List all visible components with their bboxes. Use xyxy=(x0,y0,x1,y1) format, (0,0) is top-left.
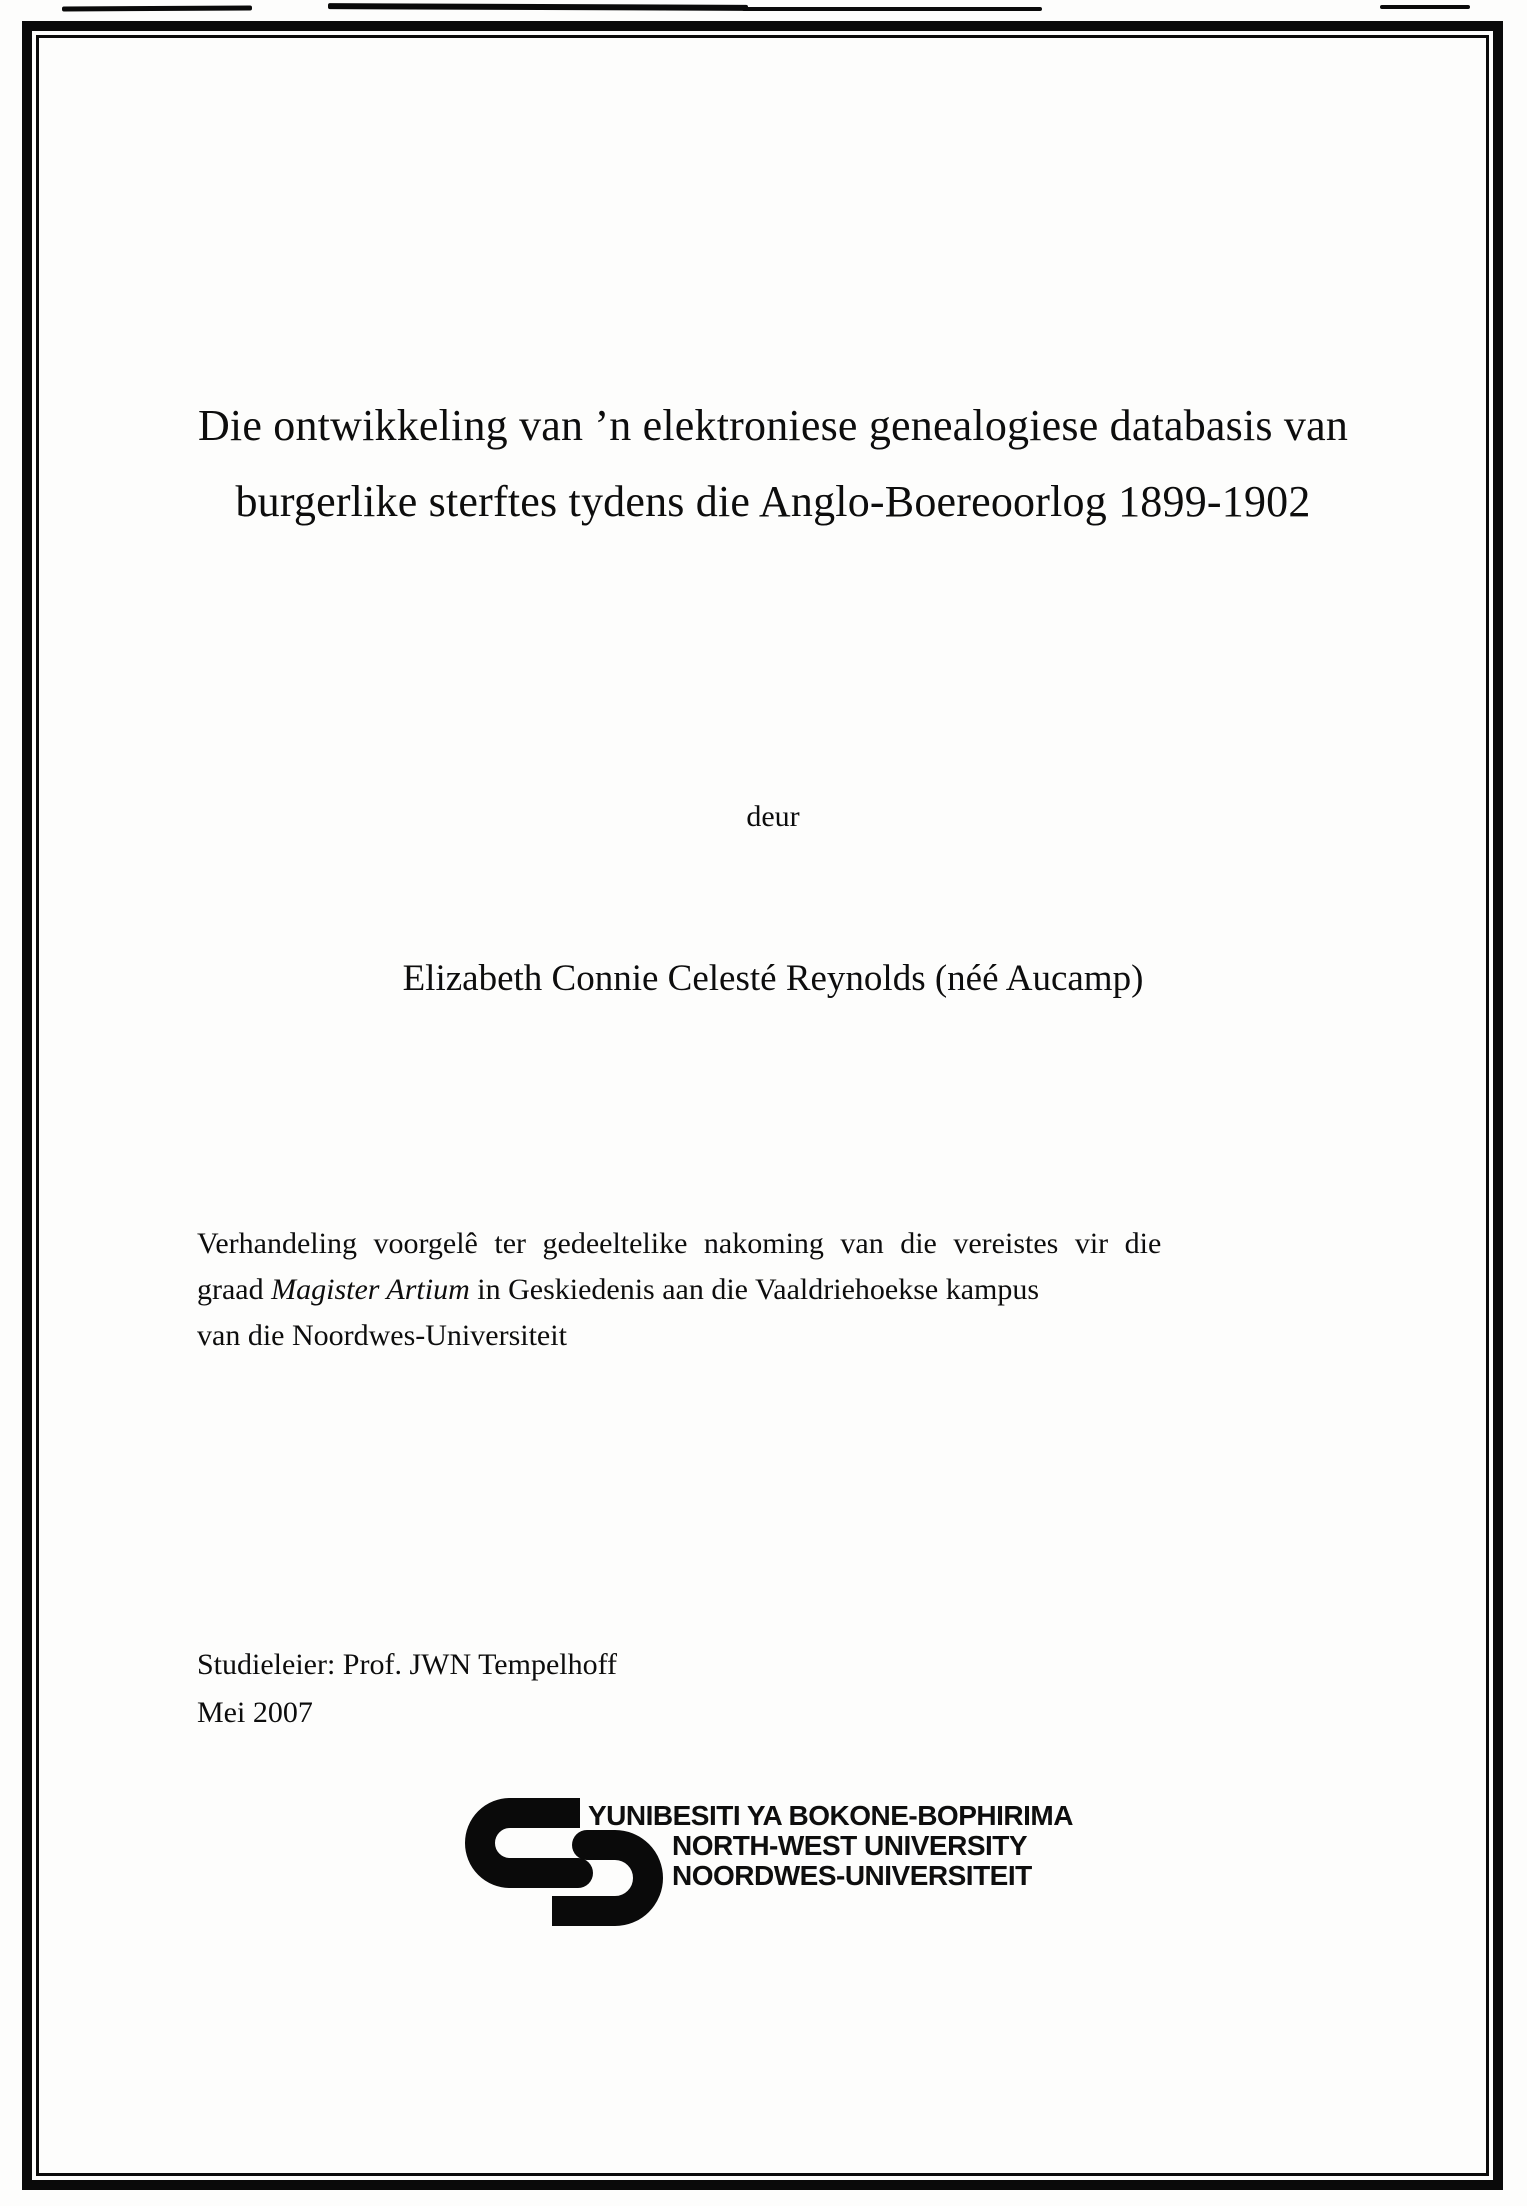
thesis-title xyxy=(197,388,1349,540)
date-line: Mei 2007 xyxy=(197,1696,313,1729)
degree-statement-line-2-pre: graad xyxy=(197,1273,272,1306)
degree-statement-line-2-post: in Geskiedenis aan die Vaaldriehoekse kampus xyxy=(469,1273,1040,1306)
university-logo xyxy=(465,1796,1165,1936)
university-logo-text xyxy=(588,1801,1073,1891)
logo-line-setswana: YUNIBESITI YA BOKONE-BOPHIRIMA xyxy=(588,1800,1073,1831)
supervisor-block xyxy=(197,1641,617,1737)
degree-statement-line-2 xyxy=(197,1267,1349,1313)
byline-label: deur xyxy=(746,800,800,833)
author-name: Elizabeth Connie Celesté Reynolds (néé Aucamp) xyxy=(402,958,1144,999)
thesis-title-line-1: Die ontwikkeling van ’n elektroniese genealogiese databasis van xyxy=(197,401,1349,450)
scan-artifact xyxy=(328,3,748,11)
degree-statement-line-1: Verhandeling voorgelê ter gedeeltelike nakoming van die vereistes vir die xyxy=(197,1227,1162,1260)
degree-statement xyxy=(197,1221,1349,1359)
scan-artifact xyxy=(742,7,1042,11)
scan-artifact xyxy=(62,6,252,12)
logo-line-afrikaans: NOORDWES-UNIVERSITEIT xyxy=(672,1860,1032,1891)
logo-line-english: NORTH-WEST UNIVERSITY xyxy=(672,1830,1028,1861)
scan-artifact xyxy=(1380,5,1470,9)
supervisor-line: Studieleier: Prof. JWN Tempelhoff xyxy=(197,1648,618,1681)
thesis-title-line-2: burgerlike sterftes tydens die Anglo-Boereoorlog 1899-1902 xyxy=(235,477,1311,526)
degree-statement-line-3: van die Noordwes-Universiteit xyxy=(197,1319,567,1352)
degree-name: Magister Artium xyxy=(271,1273,470,1306)
